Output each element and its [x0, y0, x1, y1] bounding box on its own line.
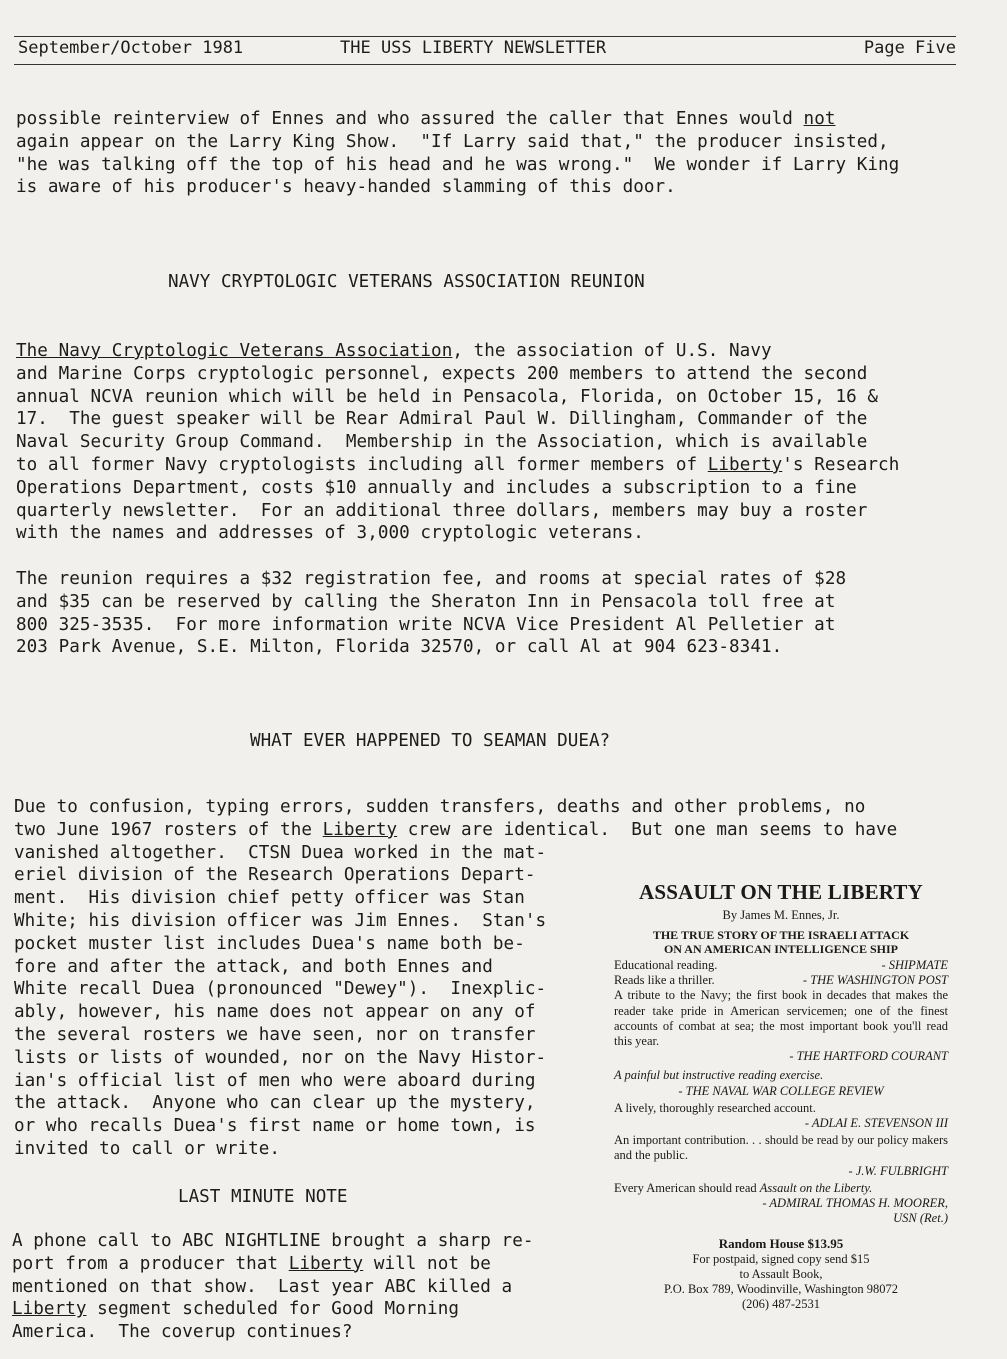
page-header: [18, 38, 956, 60]
header-rule-top: [14, 36, 956, 37]
header-rule-bottom: [14, 64, 956, 65]
note-paragraph: A phone call to ABC NIGHTLINE brought a sharp re- port from a producer that Liberty will not be mentioned on that show. Last year ABC killed a Liberty segment scheduled for Good Morning America. The coverup continues?: [12, 1231, 534, 1343]
review-3-source: - THE HARTFORD COURANT: [789, 1049, 948, 1064]
review-6: An important contribution. . . should be read by our policy makers and the public.: [614, 1133, 948, 1163]
review-6-source: - J.W. FULBRIGHT: [848, 1163, 948, 1178]
review-5-source: - ADLAI E. STEVENSON III: [804, 1116, 948, 1131]
review-7-source: - ADMIRAL THOMAS H. MOORER, USN (Ret.): [762, 1196, 948, 1226]
review-1: Educational reading. - SHIPMATE: [614, 958, 948, 972]
publisher-info: Random House $13.95 For postpaid, signed copy send $15 to Assault Book, P.O. Box 789, Woodinville, Washington 98072 (206) 487-2531: [664, 1236, 898, 1312]
issue-date: September/October 1981: [18, 38, 244, 58]
review-2: Reads like a thriller. - THE WASHINGTON POST: [614, 973, 948, 988]
page-number: Page Five: [863, 38, 956, 58]
ad-subtitle-line-1: THE TRUE STORY OF THE ISRAELI ATTACK: [652, 928, 910, 942]
ad-author: By James M. Ennes, Jr.: [722, 908, 840, 922]
review-4: A painful but instructive reading exercise.: [614, 1068, 824, 1083]
ad-subtitle: [614, 928, 948, 956]
duea-paragraph: Due to confusion, typing errors, sudden transfers, deaths and other problems, no two June 1967 rosters of the Liberty crew are identical. But one man seems to have vanished altogether. CTSN Duea worked in the mat- eriel division of the Research Operations Depart- ment. His division chief petty officer was Stan White; his division officer was Jim Ennes. Stan's pocket muster list includes Duea's name both be- fore and after the attack, and both Ennes and White recall Duea (pronounced "Dewey"). Inexplic- ably, however, his name does not appear on any of the several rosters we have seen, nor on transfer lists or lists of wounded, nor on the Navy Histor- ian's official list of men who were aboard during the attack. Anyone who can clear up the mystery, or who recalls Duea's first name or home town, is invited to call or write.: [14, 797, 898, 1159]
review-3: A tribute to the Navy; the first book in decades that makes the reader take pride in American servicemen; one of the finest accounts of combat at sea; the most important book you'll read this year.: [614, 988, 948, 1049]
ncva-heading: NAVY CRYPTOLOGIC VETERANS ASSOCIATION REUNION: [168, 272, 645, 292]
ncva-paragraph-2: The reunion requires a $32 registration fee, and rooms at special rates of $28 and $35 can be reserved by calling the Sheraton Inn in Pensacola toll free at 800 325-3535. For more information write NCVA Vice President Al Pelletier at 203 Park Avenue, S.E. Milton, Florida 32570, or call Al at 904 623-8341.: [16, 569, 847, 658]
review-4-source: - THE NAVAL WAR COLLEGE REVIEW: [678, 1083, 884, 1098]
duea-heading: WHAT EVER HAPPENED TO SEAMAN DUEA?: [250, 731, 611, 751]
publisher-price: Random House $13.95: [718, 1236, 844, 1252]
ad-book-title: ASSAULT ON THE LIBERTY: [639, 880, 923, 904]
intro-paragraph: possible reinterview of Ennes and who assured the caller that Ennes would not again appear on the Larry King Show. "If Larry said that," the producer insisted, "he was talking off the top of his head and he was wrong." We wonder if Larry King is aware of his producer's heavy-handed slamming of this door.: [16, 109, 900, 198]
book-advertisement: [614, 880, 948, 1312]
ncva-paragraph-1: The Navy Cryptologic Veterans Association, the association of U.S. Navy and Marine Corps cryptologic personnel, expects 200 members to attend the second annual NCVA reunion which will be held in Pensacola, Florida, on October 15, 16 & 17. The guest speaker will be Rear Admiral Paul W. Dillingham, Commander of the Naval Security Group Command. Membership in the Association, which is available to all former Navy cryptologists including all former members of Liberty's Research Operations Department, costs $10 annually and includes a subscription to a fine quarterly newsletter. For an additional three dollars, members may buy a roster with the names and addresses of 3,000 cryptologic veterans.: [16, 341, 900, 544]
review-5: A lively, thoroughly researched account.: [614, 1100, 816, 1115]
newsletter-title: THE USS LIBERTY NEWSLETTER: [340, 38, 607, 58]
review-7: Every American should read Assault on the Liberty.: [614, 1180, 873, 1195]
note-heading: LAST MINUTE NOTE: [178, 1187, 348, 1207]
ad-subtitle-line-2: ON AN AMERICAN INTELLIGENCE SHIP: [663, 942, 899, 956]
